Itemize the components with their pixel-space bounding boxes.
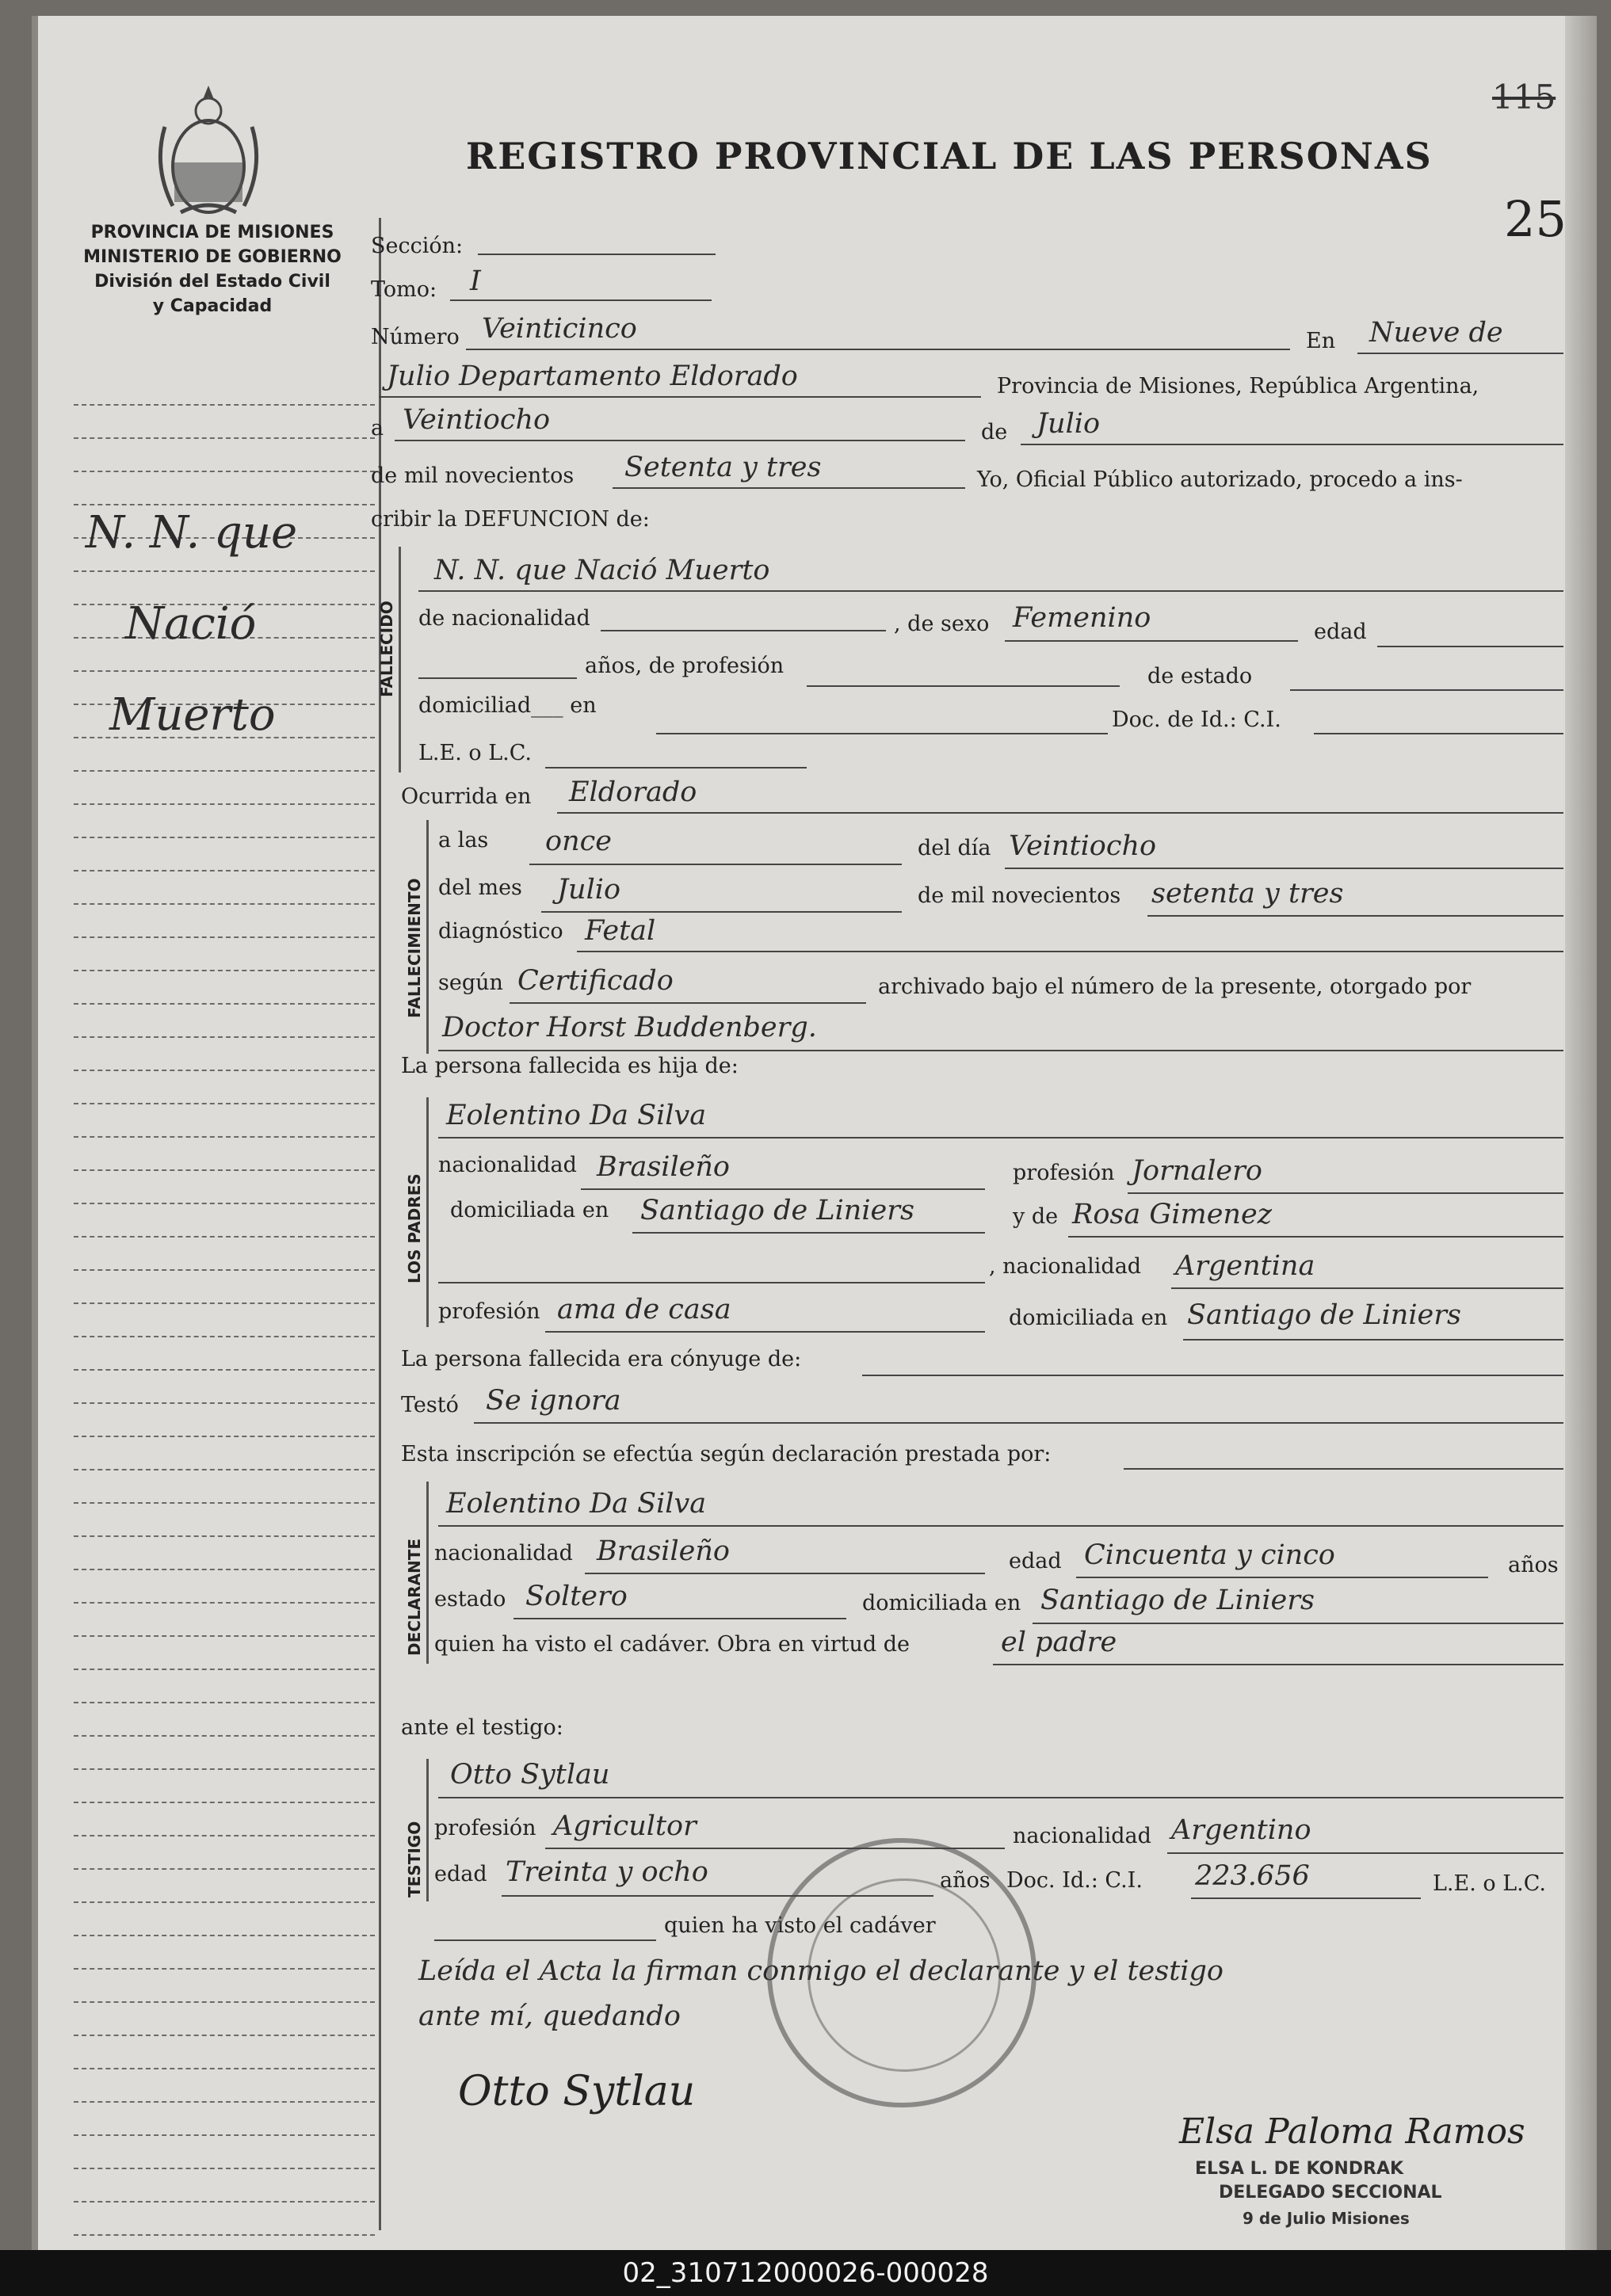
declarante-edad-label: edad bbox=[1009, 1549, 1062, 1573]
anio-line bbox=[613, 487, 965, 489]
margin-note-line: Nació bbox=[125, 598, 257, 650]
dia-value: Veintiocho bbox=[403, 404, 551, 436]
edad-label: edad bbox=[1314, 620, 1367, 644]
agency-block bbox=[62, 220, 363, 318]
margin-rule bbox=[74, 1071, 375, 1104]
madre-dom-line bbox=[1183, 1339, 1563, 1341]
testo-value: Se ignora bbox=[486, 1385, 621, 1417]
margin-rule bbox=[74, 938, 375, 971]
testigo-bracket bbox=[426, 1759, 429, 1901]
official-stamp bbox=[767, 1838, 1036, 2107]
ocurrida-label: Ocurrida en bbox=[401, 784, 532, 809]
ocurrida-line bbox=[557, 812, 1563, 814]
mes-line-f bbox=[541, 911, 902, 913]
madre-nac-value: Argentina bbox=[1175, 1250, 1315, 1282]
margin-rule bbox=[74, 838, 375, 871]
dia-line bbox=[395, 440, 965, 441]
en-value: Nueve de bbox=[1369, 317, 1503, 349]
margin-rule bbox=[74, 1637, 375, 1670]
padres-bracket bbox=[426, 1097, 429, 1327]
agency-line: y Capacidad bbox=[152, 296, 273, 316]
segun-label: según bbox=[438, 971, 503, 995]
corner-number: 115 bbox=[1492, 78, 1556, 116]
margin-rule bbox=[74, 1670, 375, 1703]
dia-line-f bbox=[1005, 868, 1563, 869]
declaracion-label: Esta inscripción se efectúa según declaración prestada por: bbox=[401, 1442, 1052, 1466]
margin-rule bbox=[74, 1038, 375, 1071]
fallecido-bracket bbox=[399, 547, 401, 772]
tomo-line bbox=[450, 299, 712, 301]
margin-rule bbox=[74, 1337, 375, 1371]
de-label: de bbox=[981, 420, 1008, 444]
testigo-nac-label: nacionalidad bbox=[1013, 1824, 1151, 1848]
conyuge-line bbox=[862, 1375, 1563, 1376]
closing-line-2: ante mí, quedando bbox=[418, 2000, 681, 2032]
padre-prof-label: profesión bbox=[1013, 1161, 1115, 1185]
margin-rule bbox=[74, 1437, 375, 1470]
padre-dom-value: Santiago de Liniers bbox=[640, 1195, 914, 1226]
margin-rule bbox=[74, 2003, 375, 2036]
testigo-nac-line bbox=[1167, 1852, 1563, 1854]
testigo-section-label: TESTIGO bbox=[405, 1821, 424, 1897]
mes-value-f: Julio bbox=[557, 874, 621, 906]
testigo-doc-line bbox=[1191, 1897, 1421, 1899]
profesion-line bbox=[807, 685, 1120, 687]
declarante-nac-value: Brasileño bbox=[597, 1535, 730, 1567]
seccion-label: Sección: bbox=[371, 234, 464, 258]
segun-value: Certificado bbox=[517, 965, 674, 997]
margin-rule bbox=[74, 439, 375, 472]
testigo-edad-value: Treinta y ocho bbox=[506, 1856, 708, 1888]
sexo-label: , de sexo bbox=[894, 612, 990, 636]
testigo-nac-value: Argentino bbox=[1171, 1814, 1311, 1846]
margin-rule bbox=[74, 1104, 375, 1138]
testigo-anios-label: años bbox=[940, 1868, 991, 1893]
margin-rule bbox=[74, 1870, 375, 1903]
numero-value: Veinticinco bbox=[482, 313, 637, 345]
declarante-quien-value: el padre bbox=[1001, 1627, 1117, 1658]
margin-rule bbox=[74, 1604, 375, 1637]
madre-prof-line bbox=[545, 1331, 985, 1333]
margin-rule bbox=[74, 1470, 375, 1504]
madre-dom-label: domiciliada en bbox=[1009, 1306, 1168, 1330]
padre-prof-line bbox=[1128, 1192, 1563, 1194]
testigo-doc-value: 223.656 bbox=[1195, 1860, 1310, 1892]
declarante-nac-line bbox=[585, 1573, 985, 1574]
mes-value: Julio bbox=[1036, 408, 1101, 440]
numero-line bbox=[466, 349, 1290, 350]
madre-prof-value: ama de casa bbox=[557, 1294, 731, 1325]
madre-prof-label: profesión bbox=[438, 1299, 540, 1324]
hora-line bbox=[529, 864, 902, 865]
register-page bbox=[32, 16, 1597, 2250]
margin-rule bbox=[74, 905, 375, 938]
doctor-line bbox=[438, 1050, 1563, 1051]
ocurrida-value: Eldorado bbox=[569, 776, 697, 808]
margin-lines bbox=[74, 372, 375, 2250]
anio-line-f bbox=[1147, 915, 1563, 917]
estado-line bbox=[1290, 689, 1563, 691]
margin-rule bbox=[74, 871, 375, 905]
margin-rule bbox=[74, 772, 375, 805]
fallecimiento-section-label: FALLECIMIENTO bbox=[405, 878, 424, 1018]
mes-line bbox=[1021, 444, 1563, 445]
closing-line-1: Leída el Acta la firman conmigo el declarante y el testigo bbox=[418, 1955, 1224, 1987]
margin-rule bbox=[74, 738, 375, 772]
madre-value: Rosa Gimenez bbox=[1072, 1199, 1273, 1230]
coat-of-arms-emblem bbox=[149, 79, 268, 221]
le-label: L.E. o L.C. bbox=[418, 741, 533, 765]
archivado-text: archivado bajo el número de la presente, otorgado por bbox=[878, 974, 1472, 999]
padres-intro: La persona fallecida es hija de: bbox=[401, 1054, 739, 1078]
a-label: a bbox=[371, 416, 384, 441]
testo-label: Testó bbox=[401, 1393, 459, 1417]
diag-label: diagnóstico bbox=[438, 919, 563, 944]
declarante-dom-label: domiciliada en bbox=[862, 1591, 1021, 1615]
doc-line bbox=[1314, 733, 1563, 734]
declarante-nac-label: nacionalidad bbox=[434, 1541, 573, 1566]
fallecido-section-label: FALLECIDO bbox=[377, 601, 396, 697]
declarante-bracket bbox=[426, 1482, 429, 1664]
madre-nac-label: , nacionalidad bbox=[989, 1254, 1142, 1279]
mes-label: del mes bbox=[438, 875, 522, 900]
madre-line bbox=[1068, 1236, 1563, 1238]
margin-rule bbox=[74, 1271, 375, 1304]
clerk-place: 9 de Julio Misiones bbox=[1243, 2209, 1410, 2228]
stamp-inner-ring bbox=[807, 1878, 1001, 2072]
segun-line bbox=[510, 1002, 866, 1004]
declarante-estado-line bbox=[513, 1618, 846, 1619]
margin-rule bbox=[74, 1936, 375, 1970]
anio-value-f: setenta y tres bbox=[1151, 878, 1344, 910]
testigo-edad-label: edad bbox=[434, 1862, 487, 1886]
yde-label: y de bbox=[1013, 1204, 1059, 1229]
agency-line: División del Estado Civil bbox=[94, 272, 330, 292]
margin-rule bbox=[74, 406, 375, 439]
declarante-estado-value: Soltero bbox=[525, 1581, 628, 1612]
margin-rule bbox=[74, 1570, 375, 1604]
agency-line: MINISTERIO DE GOBIERNO bbox=[83, 247, 342, 267]
testigo-prof-value: Agricultor bbox=[553, 1810, 697, 1842]
margin-note-line: N. N. que bbox=[86, 507, 298, 559]
lugar-line bbox=[379, 396, 981, 398]
declarante-estado-label: estado bbox=[434, 1587, 506, 1611]
padre-line bbox=[438, 1137, 1563, 1138]
nombre-line bbox=[418, 590, 1563, 592]
provincia-text: Provincia de Misiones, República Argentina, bbox=[997, 374, 1479, 399]
margin-rule bbox=[74, 2136, 375, 2169]
declarante-dom-value: Santiago de Liniers bbox=[1040, 1585, 1315, 1616]
margin-rule bbox=[74, 1171, 375, 1204]
margin-rule bbox=[74, 2236, 375, 2250]
margin-rule bbox=[74, 1770, 375, 1803]
le-line bbox=[545, 767, 807, 769]
padre-dom-line bbox=[632, 1232, 985, 1234]
margin-rule bbox=[74, 472, 375, 505]
margin-rule bbox=[74, 805, 375, 838]
diag-value: Fetal bbox=[585, 915, 656, 947]
nacionalidad-label: de nacionalidad bbox=[418, 606, 590, 631]
margin-rule bbox=[74, 1005, 375, 1038]
declarante-quien-label: quien ha visto el cadáver. Obra en virtud de bbox=[434, 1632, 910, 1657]
margin-rule bbox=[74, 1238, 375, 1271]
conyuge-label: La persona fallecida era cónyuge de: bbox=[401, 1347, 802, 1371]
file-id-footer: 02_310712000026-000028 bbox=[0, 2250, 1611, 2296]
padres-section-label: LOS PADRES bbox=[405, 1173, 424, 1283]
anio-label: de mil novecientos bbox=[371, 463, 575, 488]
testigo-intro: ante el testigo: bbox=[401, 1715, 563, 1740]
page-number: 25 bbox=[1504, 190, 1567, 248]
en-label: En bbox=[1306, 329, 1336, 353]
seccion-line bbox=[478, 254, 716, 255]
sexo-value: Femenino bbox=[1013, 602, 1151, 634]
testigo-le-label: L.E. o L.C. bbox=[1433, 1871, 1547, 1896]
margin-rule bbox=[74, 1138, 375, 1171]
declarante-edad-value: Cincuenta y cinco bbox=[1084, 1539, 1335, 1571]
margin-rule bbox=[74, 1903, 375, 1936]
anios-line bbox=[418, 677, 577, 679]
domicilio-line bbox=[656, 733, 1108, 734]
margin-rule bbox=[74, 2069, 375, 2103]
agency-line: PROVINCIA DE MISIONES bbox=[90, 223, 334, 242]
anio-value: Setenta y tres bbox=[624, 452, 822, 483]
clerk-role: DELEGADO SECCIONAL bbox=[1219, 2183, 1442, 2203]
hora-value: once bbox=[545, 826, 612, 857]
declarante-section-label: DECLARANTE bbox=[405, 1538, 424, 1656]
yo-text: Yo, Oficial Público autorizado, procedo a ins- bbox=[977, 467, 1463, 492]
margin-rule bbox=[74, 1404, 375, 1437]
cribir-text: cribir la DEFUNCION de: bbox=[371, 507, 650, 532]
padre-nac-value: Brasileño bbox=[597, 1151, 730, 1183]
margin-rule bbox=[74, 372, 375, 406]
margin-rule bbox=[74, 2036, 375, 2069]
margin-rule bbox=[74, 1537, 375, 1570]
margin-rule bbox=[74, 1204, 375, 1238]
margin-rule bbox=[74, 2103, 375, 2136]
padre-nac-label: nacionalidad bbox=[438, 1153, 577, 1177]
numero-label: Número bbox=[371, 325, 460, 349]
declarante-nombre: Eolentino Da Silva bbox=[446, 1488, 707, 1520]
clerk-name: ELSA L. DE KONDRAK bbox=[1195, 2159, 1404, 2179]
declaracion-line bbox=[1124, 1468, 1563, 1470]
testigo-extra-line bbox=[434, 1939, 656, 1941]
margin-rule bbox=[74, 1304, 375, 1337]
padre-value: Eolentino Da Silva bbox=[446, 1100, 707, 1131]
declarante-anios-label: años bbox=[1508, 1553, 1559, 1577]
testigo-nombre-line bbox=[438, 1797, 1563, 1798]
margin-rule bbox=[74, 2203, 375, 2236]
anio-label-f: de mil novecientos bbox=[918, 883, 1121, 908]
padre-dom-label: domiciliada en bbox=[450, 1198, 609, 1222]
sexo-line bbox=[1005, 640, 1298, 642]
doctor-value: Doctor Horst Buddenberg. bbox=[442, 1012, 817, 1043]
margin-rule bbox=[74, 1504, 375, 1537]
diag-line bbox=[577, 951, 1563, 952]
nacionalidad-line bbox=[601, 630, 886, 631]
margin-rule bbox=[74, 1703, 375, 1737]
margin-rule bbox=[74, 1970, 375, 2003]
hora-label: a las bbox=[438, 828, 489, 852]
madre-extra-line bbox=[438, 1282, 985, 1283]
madre-dom-value: Santiago de Liniers bbox=[1187, 1299, 1461, 1331]
declarante-quien-line bbox=[993, 1664, 1563, 1665]
padre-prof-value: Jornalero bbox=[1132, 1155, 1262, 1187]
testigo-quien-label: quien ha visto el cadáver bbox=[664, 1913, 936, 1938]
testigo-doc-label: Doc. Id.: C.I. bbox=[1006, 1868, 1143, 1893]
margin-rule bbox=[74, 1371, 375, 1404]
testo-line bbox=[474, 1422, 1563, 1424]
clerk-signature: Elsa Paloma Ramos bbox=[1179, 2111, 1525, 2152]
tomo-label: Tomo: bbox=[371, 277, 437, 302]
en-line bbox=[1357, 353, 1563, 354]
book-spine bbox=[1565, 16, 1597, 2250]
fallecimiento-bracket bbox=[426, 820, 429, 1054]
margin-rule bbox=[74, 971, 375, 1005]
witness-signature: Otto Sytlau bbox=[458, 2068, 696, 2115]
declarante-dom-line bbox=[1033, 1623, 1563, 1624]
testigo-prof-label: profesión bbox=[434, 1816, 536, 1840]
padre-nac-line bbox=[581, 1188, 985, 1190]
anios-label: años, de profesión bbox=[585, 654, 785, 678]
domicilio-label: domiciliad___ en bbox=[418, 693, 597, 718]
declarante-nombre-line bbox=[438, 1525, 1563, 1527]
margin-rule bbox=[74, 2169, 375, 2203]
doc-label: Doc. de Id.: C.I. bbox=[1112, 707, 1281, 732]
dia-value-f: Veintiocho bbox=[1009, 830, 1157, 862]
lugar-value: Julio Departamento Eldorado bbox=[387, 360, 798, 392]
tomo-value: I bbox=[470, 265, 481, 297]
margin-rule bbox=[74, 1737, 375, 1770]
edad-line bbox=[1377, 646, 1563, 647]
fallecido-nombre: N. N. que Nació Muerto bbox=[434, 555, 770, 586]
margin-note-line: Muerto bbox=[109, 689, 276, 741]
testigo-nombre: Otto Sytlau bbox=[450, 1759, 610, 1791]
margin-rule bbox=[74, 1803, 375, 1836]
margin-rule bbox=[74, 1836, 375, 1870]
estado-label: de estado bbox=[1147, 664, 1253, 688]
page-title: REGISTRO PROVINCIAL DE LAS PERSONAS bbox=[466, 135, 1433, 177]
declarante-edad-line bbox=[1076, 1577, 1488, 1578]
madre-nac-line bbox=[1171, 1287, 1563, 1289]
dia-label: del día bbox=[918, 836, 991, 860]
